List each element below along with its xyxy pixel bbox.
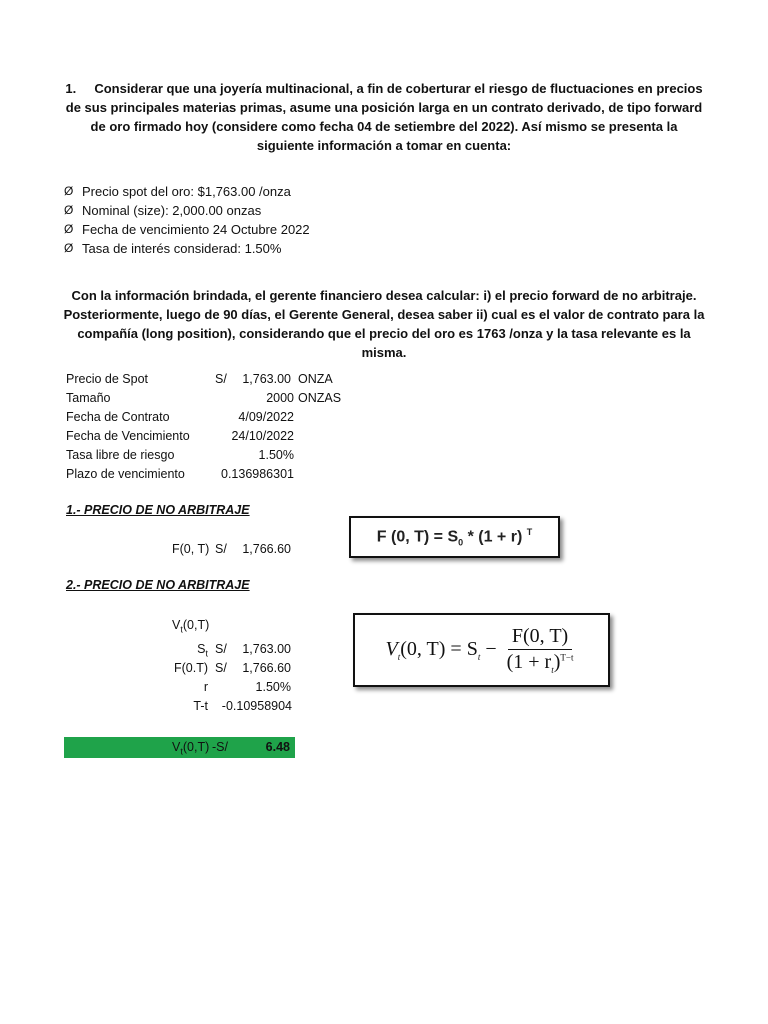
bullet-item (64, 182, 310, 201)
forward-price-value: 1,766.60 (242, 542, 291, 556)
forward-formula: F (0, $T) = S_0 * (1 + r)$ $^T$ (376, 526, 533, 548)
contract-value-label: $V_t(0,T)$ (172, 618, 210, 635)
row-label: Tamaño (66, 391, 111, 405)
contract-value-formula-box (353, 613, 610, 687)
row-label: T-t (193, 699, 208, 713)
row-value: 1,763.00 (242, 642, 291, 656)
contract-value-formula: $V_t(0$, $T) = S_t$ − $\frac{F(0, T)}{(1 + r_t)^{T-t}}$ (385, 625, 574, 675)
bullet-item (64, 239, 310, 258)
row-label: $S_t$ (197, 642, 208, 659)
row-label: Fecha de Contrato (66, 410, 170, 424)
bullet-icon: Ø (64, 184, 74, 198)
row-currency: S/ (215, 372, 227, 386)
bullet-list (64, 182, 310, 258)
bullet-text: Tasa de interés considerad: 1.50% (82, 241, 282, 256)
forward-price-label: F(0, T) (172, 542, 210, 556)
intro-number: 1. (65, 81, 77, 96)
result-label: $V_t(0,T)$ (172, 740, 210, 757)
row-unit: ONZA (298, 372, 333, 386)
row-label: Precio de Spot (66, 372, 148, 386)
row-value: 0.136986301 (221, 467, 294, 481)
bullet-text: Nominal (size): 2,000.00 onzas (82, 203, 262, 218)
bullet-item (64, 201, 310, 220)
forward-price-currency: S/ (215, 542, 227, 556)
bullet-text: Precio spot del oro: $1,763.00 /onza (82, 184, 291, 199)
row-value: 2000 (266, 391, 294, 405)
result-currency: -S/ (212, 740, 228, 754)
result-value: 6.48 (265, 740, 290, 754)
row-value: 24/10/2022 (231, 429, 294, 443)
question-paragraph: Con la información brindada, el gerente financiero desea calcular: i) el precio forward de no arbitraje. Posteriormente, luego de 90 días, el Gerente General, desea saber ii) cual es el valor de contrato para la compañía (long position), considerando que el precio del oro es 1763 /onza y la tasa relevante es la misma. (63, 288, 705, 360)
row-label: F(0.T) (173, 661, 208, 675)
bullet-text: Fecha de vencimiento 24 Octubre 2022 (82, 222, 310, 237)
row-label: Plazo de vencimiento (66, 467, 185, 481)
row-value: 4/09/2022 (238, 410, 294, 424)
row-currency: S/ (215, 642, 227, 656)
bullet-icon: Ø (64, 222, 74, 236)
intro-paragraph (62, 79, 706, 155)
bullet-icon: Ø (64, 241, 74, 255)
intro-text: Considerar que una joyería multinacional, a fin de coberturar el riesgo de fluctuaciones en precios de sus principales materias primas, asume una posición larga en un contrato derivado, de tipo forward de oro firmado hoy (considere como fecha 04 de setiembre del 2022). Así mismo se presenta la siguiente información a tomar en cuenta: (65, 81, 703, 153)
row-value: 1,766.60 (242, 661, 291, 675)
bullet-item (64, 220, 310, 239)
row-value: 1.50% (255, 680, 291, 694)
row-currency: S/ (215, 661, 227, 675)
row-label: Tasa libre de riesgo (66, 448, 175, 462)
row-label: r (203, 680, 208, 694)
bullet-icon: Ø (64, 203, 74, 217)
section1-heading: 1.- PRECIO DE NO ARBITRAJE (66, 503, 250, 517)
section2-heading: 2.- PRECIO DE NO ARBITRAJE (66, 578, 250, 592)
row-label: Fecha de Vencimiento (66, 429, 190, 443)
forward-formula-box (349, 516, 560, 558)
row-value: 1,763.00 (242, 372, 291, 386)
row-value: -0.10958904 (221, 699, 292, 713)
row-unit: ONZAS (298, 391, 342, 405)
row-value: 1.50% (258, 448, 294, 462)
